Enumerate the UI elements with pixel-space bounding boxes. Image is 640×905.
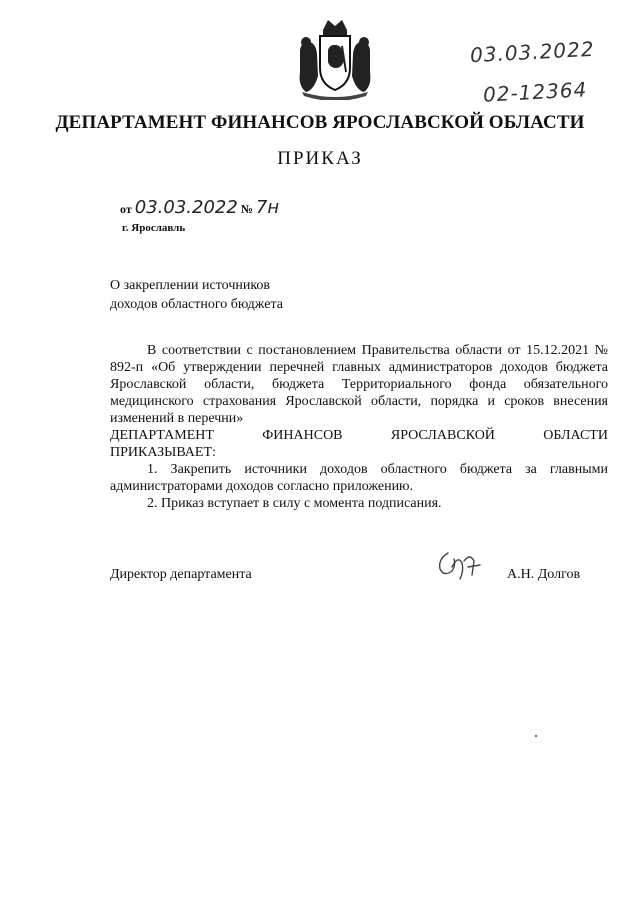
order-number: 7н	[255, 197, 280, 218]
order-number-label: №	[240, 202, 253, 216]
subject-line-2: доходов областного бюджета	[110, 297, 283, 312]
handwritten-signature	[434, 545, 484, 585]
subject-line-1: О закреплении источников	[110, 278, 271, 293]
order-from-label: от	[120, 202, 132, 216]
preamble-paragraph: В соответствии с постановлением Правительства области от 15.12.2021 № 892-п «Об утверждении перечней главных администраторов доходов бюджета Ярославской области, бюджета Территориального фонда обязательного медицинского страхования Ярославской области, порядка и сроков внесения изменений в перечни»	[110, 343, 608, 426]
decision-line	[110, 427, 608, 444]
registration-number-handwritten: 02-12364	[482, 77, 588, 107]
coat-of-arms-icon	[290, 16, 380, 100]
order-date-line	[120, 197, 279, 218]
signer-name: А.Н. Долгов	[507, 567, 581, 582]
department-title: ДЕПАРТАМЕНТ ФИНАНСОВ ЯРОСЛАВСКОЙ ОБЛАСТИ	[55, 112, 585, 133]
document-type: ПРИКАЗ	[277, 148, 363, 169]
order-point-2: 2. Приказ вступает в силу с момента подписания.	[147, 496, 442, 511]
decision-word-4: ОБЛАСТИ	[543, 428, 608, 443]
decision-word-1: ДЕПАРТАМЕНТ	[110, 428, 214, 443]
decision-word-3: ЯРОСЛАВСКОЙ	[390, 428, 495, 443]
registration-date-handwritten: 03.03.2022	[469, 36, 596, 68]
order-point-1: 1. Закрепить источники доходов областного бюджета за главными администраторами доходов согласно приложению.	[110, 462, 608, 494]
order-subject	[110, 276, 283, 314]
decision-verb: ПРИКАЗЫВАЕТ:	[110, 445, 216, 460]
order-city: г. Ярославль	[122, 222, 186, 234]
signer-position: Директор департамента	[110, 567, 252, 582]
decision-word-2: ФИНАНСОВ	[262, 428, 343, 443]
order-date: 03.03.2022	[134, 197, 238, 218]
order-body	[110, 342, 608, 512]
scan-speck	[535, 735, 537, 737]
